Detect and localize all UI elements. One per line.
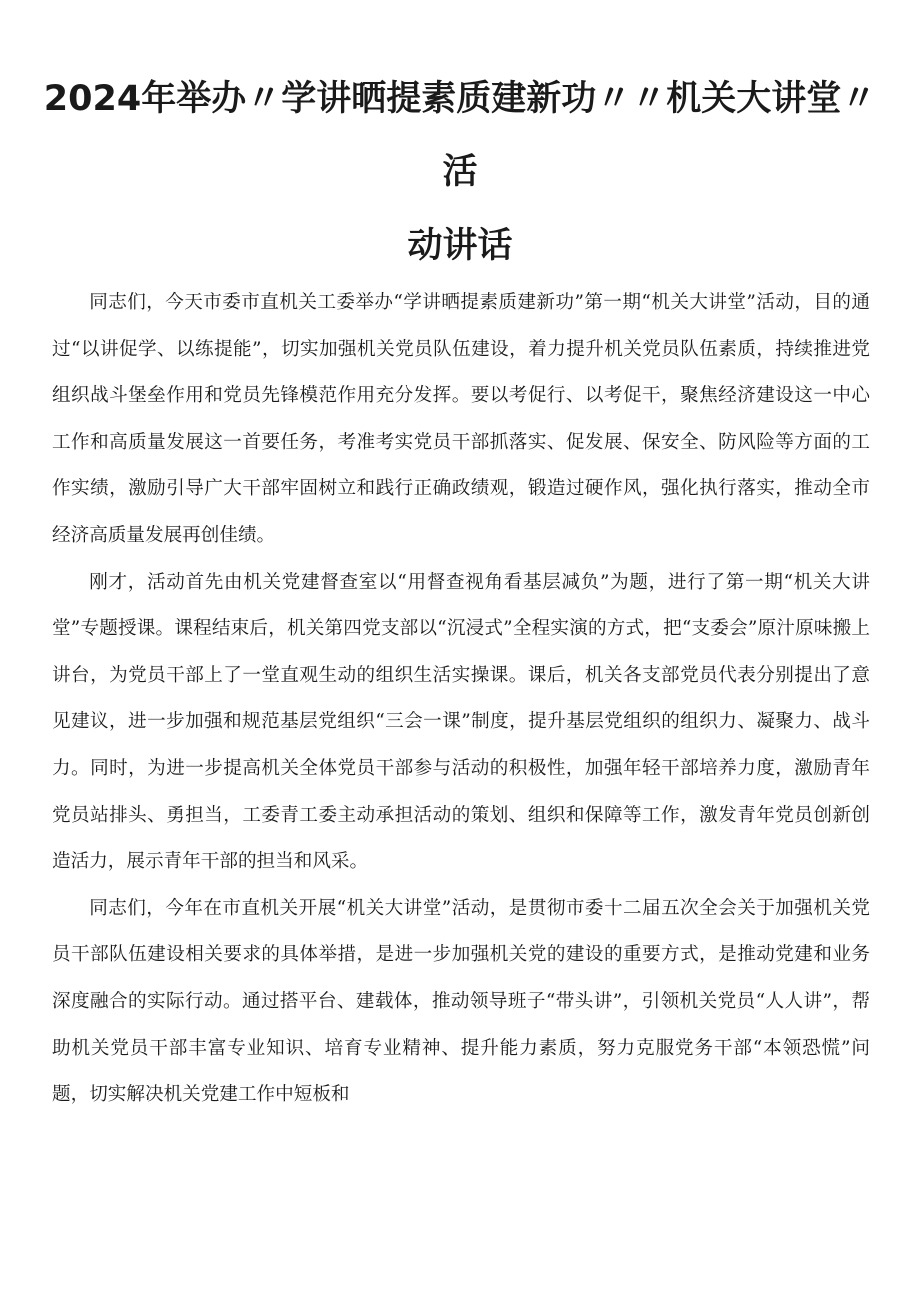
document-title-line-3: 动讲话 bbox=[407, 226, 513, 266]
body-paragraph-3: 同志们，今年在市直机关开展“机关大讲堂”活动，是贯彻市委十二届五次全会关于加强机关党员干部队伍建设相关要求的具体举措，是进一步加强机关党的建设的重要方式，是推动党建和业务深度融合的实际行动。通过搭平台、建载体，推动领导班子“带头讲”，引领机关党员“人人讲”，帮助机关党员干部丰富专业知识、培育专业精神、提升能力素质，努力克服党务干部“本领恐慌”问题，切实解决机关党建工作中短板和 bbox=[52, 897, 870, 1106]
body-paragraph-1: 同志们，今天市委市直机关工委举办“学讲晒提素质建新功”第一期“机关大讲堂”活动，目的通过“以讲促学、以练提能”，切实加强机关党员队伍建设，着力提升机关党员队伍素质，持续推进党组织战斗堡垒作用和党员先锋模范作用充分发挥。要以考促行、以考促干，聚焦经济建设这一中心工作和高质量发展这一首要任务，考准考实党员干部抓落实、促发展、保安全、防风险等方面的工作实绩，激励引导广大干部牢固树立和践行正确政绩观，锻造过硬作风，强化执行落实，推动全市经济高质量发展再创佳绩。 bbox=[52, 292, 870, 546]
document-title-line-2: 活 bbox=[442, 152, 478, 192]
document-body bbox=[52, 280, 870, 1119]
document-title-line-1: 2024年举办〃学讲晒提素质建新功〃〃机关大讲堂〃 bbox=[43, 79, 877, 119]
body-paragraph-2: 刚才，活动首先由机关党建督查室以“用督查视角看基层减负”为题，进行了第一期“机关大讲堂”专题授课。课程结束后，机关第四党支部以“沉浸式”全程实演的方式，把“支委会”原汁原味搬上讲台，为党员干部上了一堂直观生动的组织生活实操课。课后，机关各支部党员代表分别提出了意见建议，进一步加强和规范基层党组织“三会一课”制度，提升基层党组织的组织力、凝聚力、战斗力。同时，为进一步提高机关全体党员干部参与活动的积极性，加强年轻干部培养力度，激励青年党员站排头、勇担当，工委青工委主动承担活动的策划、组织和保障等工作，激发青年党员创新创造活力，展示青年干部的担当和风采。 bbox=[52, 571, 870, 873]
